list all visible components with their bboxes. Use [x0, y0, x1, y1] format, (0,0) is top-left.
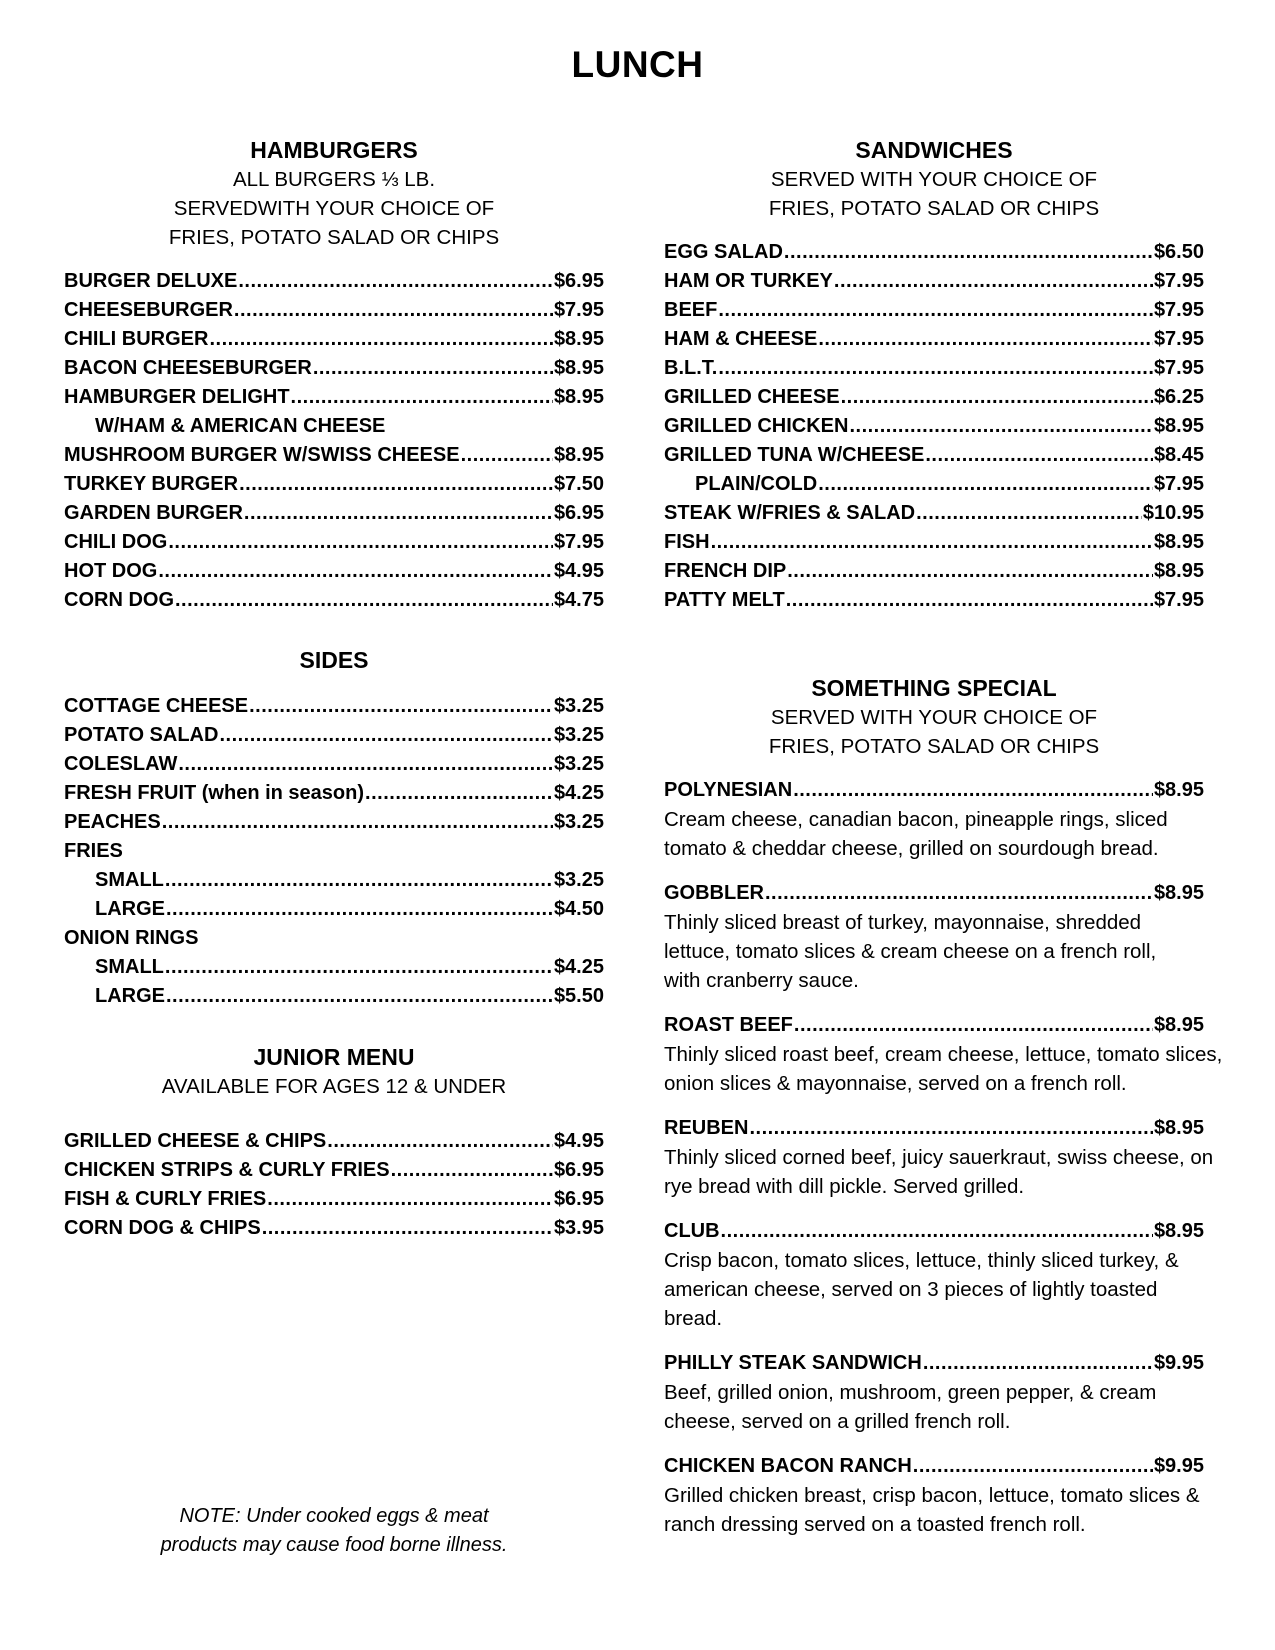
menu-item-note: W/HAM & AMERICAN CHEESE	[95, 415, 386, 437]
menu-item: HAM & CHEESE ..... $7.95	[664, 325, 1204, 354]
menu-item: STEAK W/FRIES & SALAD ..... $10.95	[664, 499, 1204, 528]
menu-item: HAMBURGER DELIGHT ..... $8.95	[64, 383, 604, 412]
item-description: Thinly sliced roast beef, cream cheese, lettuce, tomato slices, onion slices & mayonnaise, served on a french roll.	[664, 1043, 1223, 1095]
menu-item: EGG SALAD ..... $6.50	[664, 238, 1204, 267]
item-description: Cream cheese, canadian bacon, pineapple rings, sliced tomato & cheddar cheese, grilled on sourdough bread.	[664, 808, 1168, 860]
item-description: Beef, grilled onion, mushroom, green pepper, & cream cheese, served on a grilled french roll.	[664, 1381, 1157, 1433]
sandwiches-subtitle: FRIES, POTATO SALAD OR CHIPS	[768, 197, 1100, 220]
item-name: CLUB	[664, 1220, 720, 1242]
menu-item: PLAIN/COLD ..... $7.95	[664, 470, 1204, 499]
item-name: CHICKEN BACON RANCH	[664, 1455, 912, 1477]
menu-item: MUSHROOM BURGER W/SWISS CHEESE ..... $8.95	[64, 441, 604, 470]
item-description: Thinly sliced corned beef, juicy sauerkraut, swiss cheese, on rye bread with dill pickle. Served grilled.	[664, 1146, 1214, 1198]
item-name: ROAST BEEF	[664, 1014, 793, 1036]
special-item	[664, 1349, 1224, 1436]
item-name: POLYNESIAN	[664, 779, 793, 801]
junior-section	[64, 1043, 604, 1243]
item-price: $9.95	[1153, 1455, 1204, 1477]
menu-item: HAM OR TURKEY ..... $7.95	[664, 267, 1204, 296]
sandwiches-section	[664, 136, 1204, 615]
item-description: Crisp bacon, tomato slices, lettuce, thinly sliced turkey, & american cheese, served on 3 pieces of lightly toasted bread.	[664, 1249, 1179, 1330]
special-item	[664, 879, 1224, 995]
menu-item: GRILLED CHEESE ..... $6.25	[664, 383, 1204, 412]
menu-item: TURKEY BURGER ..... $7.50	[64, 470, 604, 499]
item-price: $8.95	[1153, 1117, 1204, 1139]
hamburgers-subtitle: ALL BURGERS ⅓ LB.	[232, 168, 436, 191]
menu-item: SMALL ..... $3.25	[64, 866, 604, 895]
item-name: REUBEN	[664, 1117, 749, 1139]
special-item	[664, 776, 1224, 863]
menu-item: CORN DOG & CHIPS ..... $3.95	[64, 1214, 604, 1243]
junior-subtitle: AVAILABLE FOR AGES 12 & UNDER	[161, 1075, 507, 1098]
menu-item: LARGE ..... $5.50	[64, 982, 604, 1011]
menu-item: FISH ..... $8.95	[664, 528, 1204, 557]
menu-item: HOT DOG ..... $4.95	[64, 557, 604, 586]
special-item	[664, 1114, 1224, 1201]
item-price: $8.95	[1153, 1220, 1204, 1242]
special-item	[664, 1452, 1224, 1539]
page-title: LUNCH	[571, 44, 704, 85]
menu-item: FRENCH DIP ..... $8.95	[664, 557, 1204, 586]
menu-item: GRILLED CHICKEN ..... $8.95	[664, 412, 1204, 441]
item-price: $8.95	[1153, 779, 1204, 801]
junior-heading: JUNIOR MENU	[253, 1044, 415, 1070]
sandwiches-heading: SANDWICHES	[855, 137, 1013, 163]
item-price: $8.95	[1153, 882, 1204, 904]
special-subtitle: FRIES, POTATO SALAD OR CHIPS	[768, 735, 1100, 758]
menu-item: GRILLED CHEESE & CHIPS ..... $4.95	[64, 1127, 604, 1156]
sides-heading: SIDES	[299, 647, 369, 673]
menu-item: SMALL ..... $4.25	[64, 953, 604, 982]
hamburgers-subtitle: SERVEDWITH YOUR CHOICE OF	[173, 197, 495, 220]
menu-item: POTATO SALAD ..... $3.25	[64, 721, 604, 750]
special-item	[664, 1217, 1224, 1333]
menu-item: CHILI DOG ..... $7.95	[64, 528, 604, 557]
item-description: Grilled chicken breast, crisp bacon, lettuce, tomato slices & ranch dressing served on a toasted french roll.	[664, 1484, 1200, 1536]
sandwiches-subtitle: SERVED WITH YOUR CHOICE OF	[770, 168, 1098, 191]
special-subtitle: SERVED WITH YOUR CHOICE OF	[770, 706, 1098, 729]
menu-item: COTTAGE CHEESE ..... $3.25	[64, 692, 604, 721]
hamburgers-subtitle: FRIES, POTATO SALAD OR CHIPS	[168, 226, 500, 249]
menu-item: GRILLED TUNA W/CHEESE ..... $8.45	[664, 441, 1204, 470]
menu-item: BACON CHEESEBURGER ..... $8.95	[64, 354, 604, 383]
hamburgers-section	[64, 136, 604, 615]
menu-item: COLESLAW ..... $3.25	[64, 750, 604, 779]
item-price: $9.95	[1153, 1352, 1204, 1374]
item-price: $8.95	[1153, 1014, 1204, 1036]
item-name: PHILLY STEAK SANDWICH	[664, 1352, 922, 1374]
menu-item: PEACHES ..... $3.25	[64, 808, 604, 837]
menu-item: CHICKEN STRIPS & CURLY FRIES ..... $6.95	[64, 1156, 604, 1185]
item-name: GOBBLER	[664, 882, 764, 904]
food-safety-note	[64, 1502, 604, 1560]
menu-item: FRESH FRUIT (when in season) ..... $4.25	[64, 779, 604, 808]
menu-item: GARDEN BURGER ..... $6.95	[64, 499, 604, 528]
menu-item: CHILI BURGER ..... $8.95	[64, 325, 604, 354]
menu-item: B.L.T. ..... $7.95	[664, 354, 1204, 383]
menu-item: PATTY MELT ..... $7.95	[664, 586, 1204, 615]
special-item	[664, 1011, 1224, 1098]
item-description: Thinly sliced breast of turkey, mayonnaise, shredded lettuce, tomato slices & cream cheese on a french roll, with cranberry sauce.	[664, 911, 1157, 992]
menu-item: FISH & CURLY FRIES ..... $6.95	[64, 1185, 604, 1214]
menu-item: CHEESEBURGER ..... $7.95	[64, 296, 604, 325]
menu-item: CORN DOG ..... $4.75	[64, 586, 604, 615]
menu-group: FRIES	[64, 840, 123, 862]
note-line: NOTE: Under cooked eggs & meat	[179, 1505, 489, 1527]
menu-item: BURGER DELUXE ..... $6.95	[64, 267, 604, 296]
sides-section	[64, 646, 604, 1011]
menu-item: BEEF ..... $7.95	[664, 296, 1204, 325]
special-heading: SOMETHING SPECIAL	[811, 675, 1057, 701]
menu-item: LARGE ..... $4.50	[64, 895, 604, 924]
note-line: products may cause food borne illness.	[160, 1534, 508, 1556]
special-section	[664, 674, 1224, 1555]
menu-group: ONION RINGS	[64, 927, 199, 949]
hamburgers-heading: HAMBURGERS	[250, 137, 418, 163]
